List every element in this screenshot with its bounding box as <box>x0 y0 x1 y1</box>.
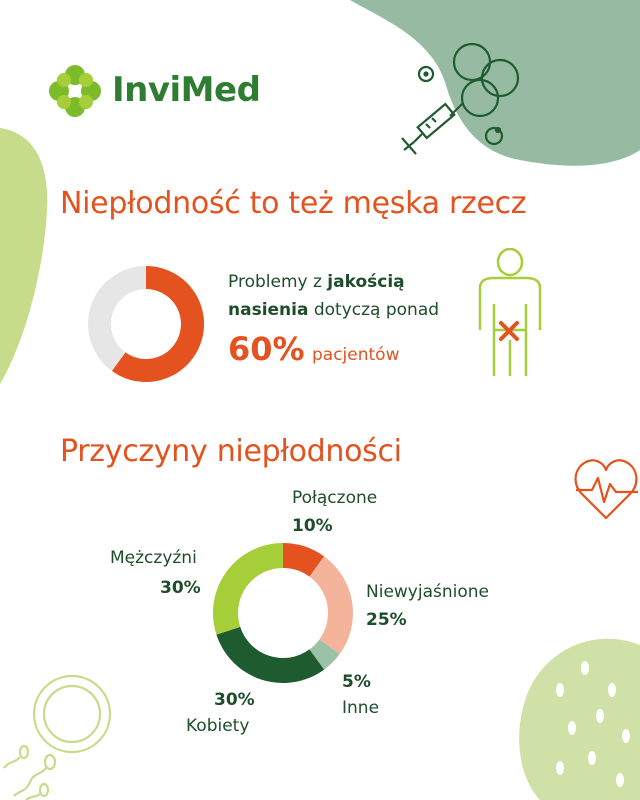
stat-text-1: Problemy z <box>228 272 328 292</box>
section1-title: Niepłodność to też męska rzecz <box>60 186 527 221</box>
flower-logo-icon <box>46 62 104 120</box>
donut1-slice-slice-1 <box>88 266 146 371</box>
value-niewyjasnione: 25% <box>366 610 407 630</box>
heartbeat-icon <box>572 454 640 524</box>
syringe-egg-icon <box>392 38 528 168</box>
label-polaczone: Połączone <box>292 488 378 508</box>
stat-bold-1: jakością <box>327 272 405 292</box>
section2-title: Przyczyny niepłodności <box>60 434 402 469</box>
stat-text-2: dotyczą ponad <box>308 300 440 320</box>
value-kobiety: 30% <box>214 690 255 710</box>
left-blob <box>0 128 47 384</box>
stat-value-label: pacjentów <box>312 345 400 365</box>
logo-wordmark: InviMed <box>112 70 261 110</box>
male-figure-x-icon <box>470 248 550 382</box>
donut2-slice-kobiety <box>216 627 324 683</box>
value-mezczyzni: 30% <box>160 578 201 598</box>
stat-text-line2 <box>228 300 439 320</box>
stat-value: 60% <box>228 330 305 368</box>
sperm-egg-icon <box>0 672 118 800</box>
infertility-causes-donut <box>212 542 354 684</box>
value-polaczone: 10% <box>292 516 333 536</box>
label-kobiety: Kobiety <box>186 716 250 736</box>
stat-bold-2: nasienia <box>228 300 309 320</box>
label-niewyjasnione: Niewyjaśnione <box>366 582 489 602</box>
label-mezczyzni: Mężczyźni <box>110 548 197 568</box>
label-inne: Inne <box>342 698 380 718</box>
male-infertility-donut <box>86 264 206 384</box>
value-inne: 5% <box>342 672 371 692</box>
stat-text-line1 <box>228 272 405 292</box>
donut2-slice-mezczyzni <box>213 543 283 635</box>
donut2-slice-niewyjasnione <box>309 556 353 654</box>
